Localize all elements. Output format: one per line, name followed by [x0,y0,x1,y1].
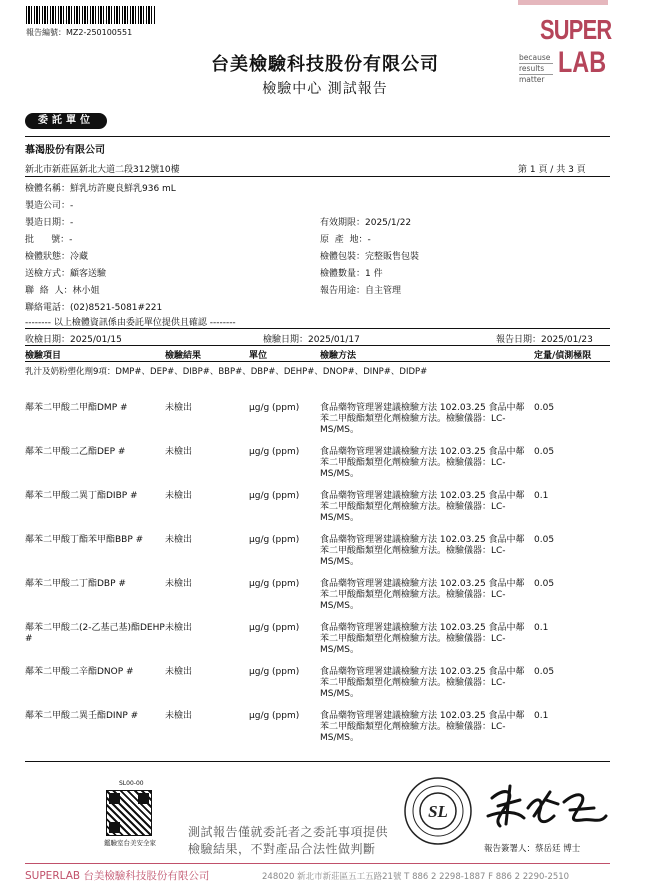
test-item: 鄰苯二甲酸二甲酯DMP # [25,403,128,413]
test-item: 鄰苯二甲酸二乙酯DEP # [25,447,126,457]
footer-bar [25,868,209,883]
sample-status: 檢體狀態：冷藏 [25,252,89,262]
col-header-item: 檢驗項目 [25,351,62,361]
col-header-result: 檢驗結果 [165,351,202,361]
test-method: 食品藥物管理署建議檢驗方法 102.03.25 食品中鄰苯二甲酸酯類塑化劑檢驗方法。檢驗儀器：LC-MS/MS。 [320,667,525,699]
batch-number: 批 號：- [25,235,73,245]
test-unit: µg/g (ppm) [249,491,300,501]
barcode [26,6,156,24]
client-address: 新北市新莊區新北大道二段312號10樓 [25,165,180,175]
test-limit: 0.05 [534,403,555,413]
test-limit: 0.05 [534,579,555,589]
test-unit: µg/g (ppm) [249,535,300,545]
manufacturer: 製造公司：- [25,201,74,211]
quantity: 檢體數量：1 件 [320,269,383,279]
test-item: 鄰苯二甲酸二異壬酯DINP # [25,711,139,721]
test-result: 未檢出 [165,535,193,545]
test-method: 食品藥物管理署建議檢驗方法 102.03.25 食品中鄰苯二甲酸酯類塑化劑檢驗方法。檢驗儀器：LC-MS/MS。 [320,623,525,655]
test-date: 檢驗日期：2025/01/17 [263,335,360,345]
test-method: 食品藥物管理署建議檢驗方法 102.03.25 食品中鄰苯二甲酸酯類塑化劑檢驗方法。檢驗儀器：LC-MS/MS。 [320,403,525,435]
disclaimer: 測試報告僅就委託者之委託事項提供 檢驗結果，不對產品合法性做判斷 [188,825,389,856]
report-purpose: 報告用途：自主管理 [320,286,402,296]
contact-phone: 聯絡電話：(02)8521-5081#221 [25,303,163,313]
divider [25,176,610,177]
test-result: 未檢出 [165,623,193,633]
test-limit: 0.1 [534,491,549,501]
logo-tagline: because results matter [519,53,553,85]
footer-rule [25,863,610,864]
test-unit: µg/g (ppm) [249,579,300,589]
logo-super: SUPER [540,14,612,45]
test-limit: 0.05 [534,447,555,457]
report-date: 報告日期：2025/01/23 [496,335,593,345]
table-top-rule [25,345,610,346]
signer: 報告簽署人：蔡岳廷 博士 [484,844,581,854]
contact-person: 聯 絡 人：林小姐 [25,286,100,296]
test-limit: 0.05 [534,535,555,545]
report-subtitle: 檢驗中心 測試報告 [262,81,388,97]
test-limit: 0.1 [534,623,549,633]
expiry-date: 有效期限：2025/1/22 [320,218,412,228]
test-result: 未檢出 [165,711,193,721]
footer-company: 台美檢驗科技股份有限公司 [83,870,210,882]
test-unit: µg/g (ppm) [249,403,300,413]
manufacture-date: 製造日期：- [25,218,74,228]
qr-caption: 鑑驗室台美安全家 [104,839,156,847]
table-header-rule [25,361,610,362]
report-number: 報告編號：MZ2-250100551 [26,28,133,37]
test-group-title: 乳汁及奶粉塑化劑9項：DMP#、DEP#、DIBP#、BBP#、DBP#、DEHP#、DNOP#、DINP#、DIDP# [25,367,428,377]
test-limit: 0.1 [534,711,549,721]
sample-name: 檢體名稱：鮮乳坊許慶良鮮乳936 mL [25,184,176,194]
test-result: 未檢出 [165,667,193,677]
test-result: 未檢出 [165,491,193,501]
logo-lab: LAB [558,46,607,79]
test-unit: µg/g (ppm) [249,447,300,457]
logo-band [518,0,608,5]
test-unit: µg/g (ppm) [249,711,300,721]
col-header-method: 檢驗方法 [320,351,357,361]
test-item: 鄰苯二甲酸二(2-乙基己基)酯DEHP # [25,623,165,644]
info-notice: -------- 以上檢體資訊係由委託單位提供且確認 -------- [25,318,236,328]
client-section-label: 委託單位 [25,113,107,129]
test-item: 鄰苯二甲酸丁酯苯甲酯BBP # [25,535,144,545]
table-bottom-rule [25,761,610,762]
received-date: 收檢日期：2025/01/15 [25,335,122,345]
col-header-limit: 定量/偵測極限 [534,351,592,361]
col-header-unit: 單位 [249,351,268,361]
certification-seal-icon [403,776,473,846]
page-indicator: 第 1 頁 / 共 3 頁 [518,165,586,175]
test-method: 食品藥物管理署建議檢驗方法 102.03.25 食品中鄰苯二甲酸酯類塑化劑檢驗方法。檢驗儀器：LC-MS/MS。 [320,491,525,523]
delivery-method: 送檢方式：顧客送驗 [25,269,107,279]
packaging: 檢體包裝：完整販售包裝 [320,252,420,262]
test-method: 食品藥物管理署建議檢驗方法 102.03.25 食品中鄰苯二甲酸酯類塑化劑檢驗方法。檢驗儀器：LC-MS/MS。 [320,535,525,567]
seal-text: SL [428,802,448,821]
test-limit: 0.05 [534,667,555,677]
test-item: 鄰苯二甲酸二異丁酯DIBP # [25,491,138,501]
qr-code-icon [106,790,152,836]
test-item: 鄰苯二甲酸二辛酯DNOP # [25,667,134,677]
test-item: 鄰苯二甲酸二丁酯DBP # [25,579,126,589]
test-method: 食品藥物管理署建議檢驗方法 102.03.25 食品中鄰苯二甲酸酯類塑化劑檢驗方法。檢驗儀器：LC-MS/MS。 [320,579,525,611]
test-unit: µg/g (ppm) [249,667,300,677]
divider [25,328,610,329]
qr-code-id: SL00-00 [119,780,144,787]
test-method: 食品藥物管理署建議檢驗方法 102.03.25 食品中鄰苯二甲酸酯類塑化劑檢驗方法。檢驗儀器：LC-MS/MS。 [320,711,525,743]
test-result: 未檢出 [165,447,193,457]
footer-brand: SUPERLAB [25,870,81,882]
test-result: 未檢出 [165,579,193,589]
signature-icon [484,780,610,836]
client-name: 慕渴股份有限公司 [25,145,105,156]
company-title: 台美檢驗科技股份有限公司 [211,54,439,75]
footer-contact: 248020 新北市新莊區五工五路21號 T 886 2 2298-1887 F 886 2 2290-2510 [262,872,570,882]
origin: 原 產 地：- [320,235,371,245]
test-method: 食品藥物管理署建議檢驗方法 102.03.25 食品中鄰苯二甲酸酯類塑化劑檢驗方法。檢驗儀器：LC-MS/MS。 [320,447,525,479]
test-result: 未檢出 [165,403,193,413]
divider [25,136,610,137]
test-unit: µg/g (ppm) [249,623,300,633]
